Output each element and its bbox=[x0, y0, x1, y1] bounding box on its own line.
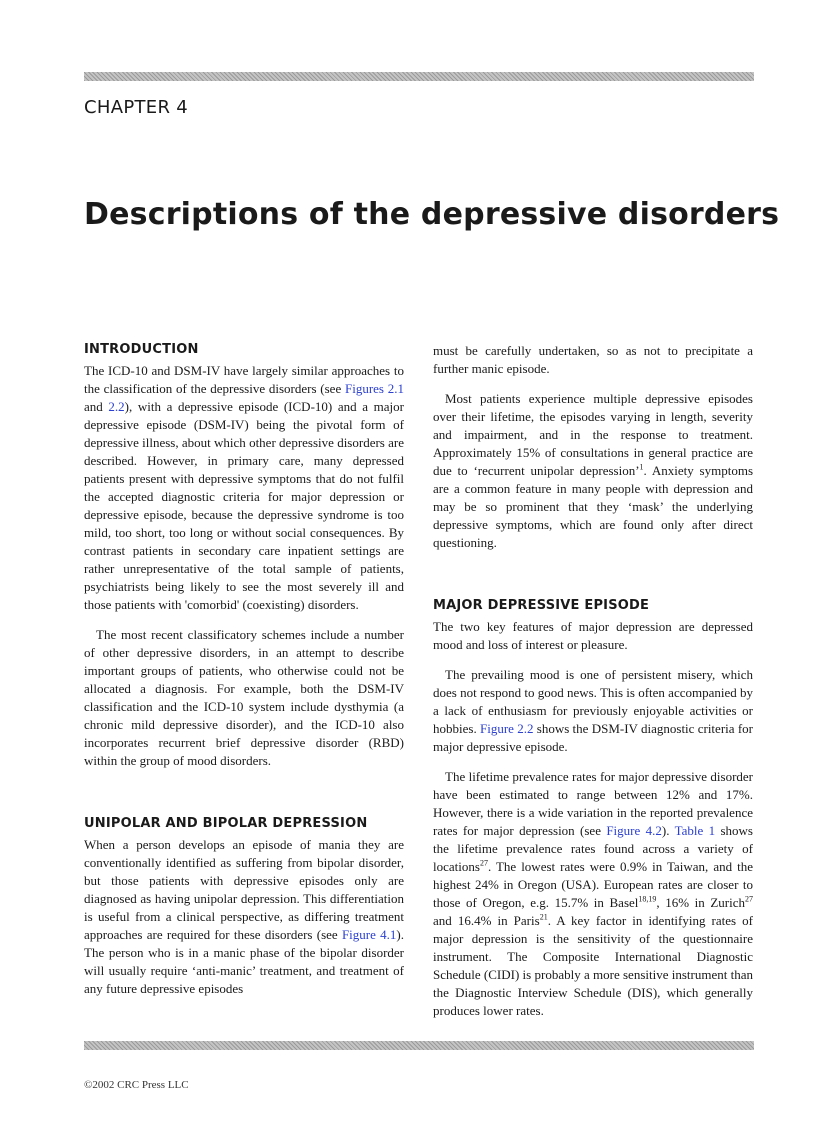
section-heading-unipolar-bipolar: UNIPOLAR AND BIPOLAR DEPRESSION bbox=[84, 816, 368, 831]
link-figures-2-1[interactable]: Figures 2.1 bbox=[344, 381, 404, 396]
introduction-paragraph-1: The ICD-10 and DSM-IV have largely similar approaches to the classification of the depressive disorders (see Figures 2.1 and 2.2), with a depressive episode (ICD-10) and a major depressive episode (DSM-IV) being the pivotal form of depressive illness, about which other depressive disorders are described. However, in primary care, many depressed patients present with depressive symptoms that do not fulfil the accepted diagnostic criteria for major depression or depressive episode, because the depressive syndrome is too mild, too short, too long or without social consequences. By contrast patients in secondary care inpatient settings are rather unrepresentative of the total sample of patients, psychiatrists being likely to see the most severely ill and those patients with 'comorbid' (coexisting) disorders. bbox=[84, 363, 404, 612]
major-paragraph-3: The lifetime prevalence rates for major depressive disorder have been estimated to range between 12% and 17%. However, there is a wide variation in the reported prevalence rates for major depression (see Figure 4.2). Table 1 shows the lifetime prevalence rates found across a variety of locations$^{27}$. The lowest rates were 0.9% in Taiwan, and the highest 24% in Oregon (USA). European rates are closer to those of Oregon, e.g. 15.7% in Basel$^{18,19}$, 16% in Zurich$^{27}$ and 16.4% in Paris$^{21}$. A key factor in identifying rates of major depression is the sensitivity of the questionnaire instrument. The Composite International Diagnostic Schedule (CIDI) is probably a more sensitive instrument than the Diagnostic Interview Schedule (DIS), which generally produces lower rates. bbox=[433, 769, 754, 1018]
top-rule bbox=[84, 72, 754, 81]
chapter-label: CHAPTER 4 bbox=[84, 97, 189, 118]
link-table-1[interactable]: Table 1 bbox=[674, 823, 716, 838]
major-paragraph-1: The two key features of major depression are depressed mood and loss of interest or pleasure. bbox=[433, 619, 753, 652]
continuation-paragraph: must be carefully undertaken, so as not to precipitate a further manic episode. bbox=[433, 343, 753, 376]
unipolar-paragraph-1: When a person develops an episode of mania they are conventionally identified as suffering from bipolar disorder, but those patients with depressive episodes only are diagnosed as having unipolar depression. This differentiation is useful from a clinical perspective, as differing treatment approaches are required for these disorders (see Figure 4.1). The person who is in a manic phase of the bipolar disorder will usually require ‘anti-manic’ treatment, and treatment of any future depressive episodes bbox=[84, 837, 404, 996]
section-heading-introduction: INTRODUCTION bbox=[84, 342, 199, 357]
citation-superscript: 27 bbox=[479, 858, 488, 868]
section-heading-major-depressive-episode: MAJOR DEPRESSIVE EPISODE bbox=[433, 598, 650, 613]
multiple-episodes-paragraph: Most patients experience multiple depressive episodes over their lifetime, the episodes varying in length, severity and impairment, and in the response to treatment. Approximately 15% of consultations in general practice are due to ‘recurrent unipolar depression’$^1$. Anxiety symptoms are a common feature in many people with depression and may be so prominent that they ‘mask’ the underlying depressive symptoms, which are found only after direct questioning. bbox=[433, 391, 753, 550]
citation-superscript: 1 bbox=[639, 462, 644, 472]
page-title: Descriptions of the depressive disorders bbox=[84, 197, 780, 232]
introduction-paragraph-2: The most recent classificatory schemes include a number of other depressive disorders, in an attempt to describe important groups of patients, who otherwise could not be allocated a diagnosis. For example, both the DSM-IV classification and the ICD-10 system include dysthymia (a chronic mild depressive disorder), and the ICD-10 also incorporates recurrent brief depressive disorder (RBD) within the group of mood disorders. bbox=[84, 627, 404, 768]
citation-superscript: 27 bbox=[745, 894, 753, 904]
link-figure-2-2[interactable]: 2.2 bbox=[108, 399, 125, 414]
major-paragraph-2: The prevailing mood is one of persistent misery, which does not respond to good news. This is often accompanied by a lack of enthusiasm for previously enjoyable activities or hobbies. Figure 2.2 shows the DSM-IV diagnostic criteria for major depressive episode. bbox=[433, 667, 754, 754]
link-figure-2-2-major[interactable]: Figure 2.2 bbox=[479, 721, 534, 736]
copyright-footer: ©2002 CRC Press LLC bbox=[84, 1079, 189, 1091]
citation-superscript: 18,19 bbox=[638, 894, 657, 904]
bottom-rule bbox=[84, 1041, 754, 1050]
right-column bbox=[433, 342, 753, 1020]
link-figure-4-1[interactable]: Figure 4.1 bbox=[341, 927, 397, 942]
citation-superscript: 21 bbox=[539, 912, 548, 922]
left-column bbox=[84, 342, 404, 998]
link-figure-4-2[interactable]: Figure 4.2 bbox=[606, 823, 662, 838]
